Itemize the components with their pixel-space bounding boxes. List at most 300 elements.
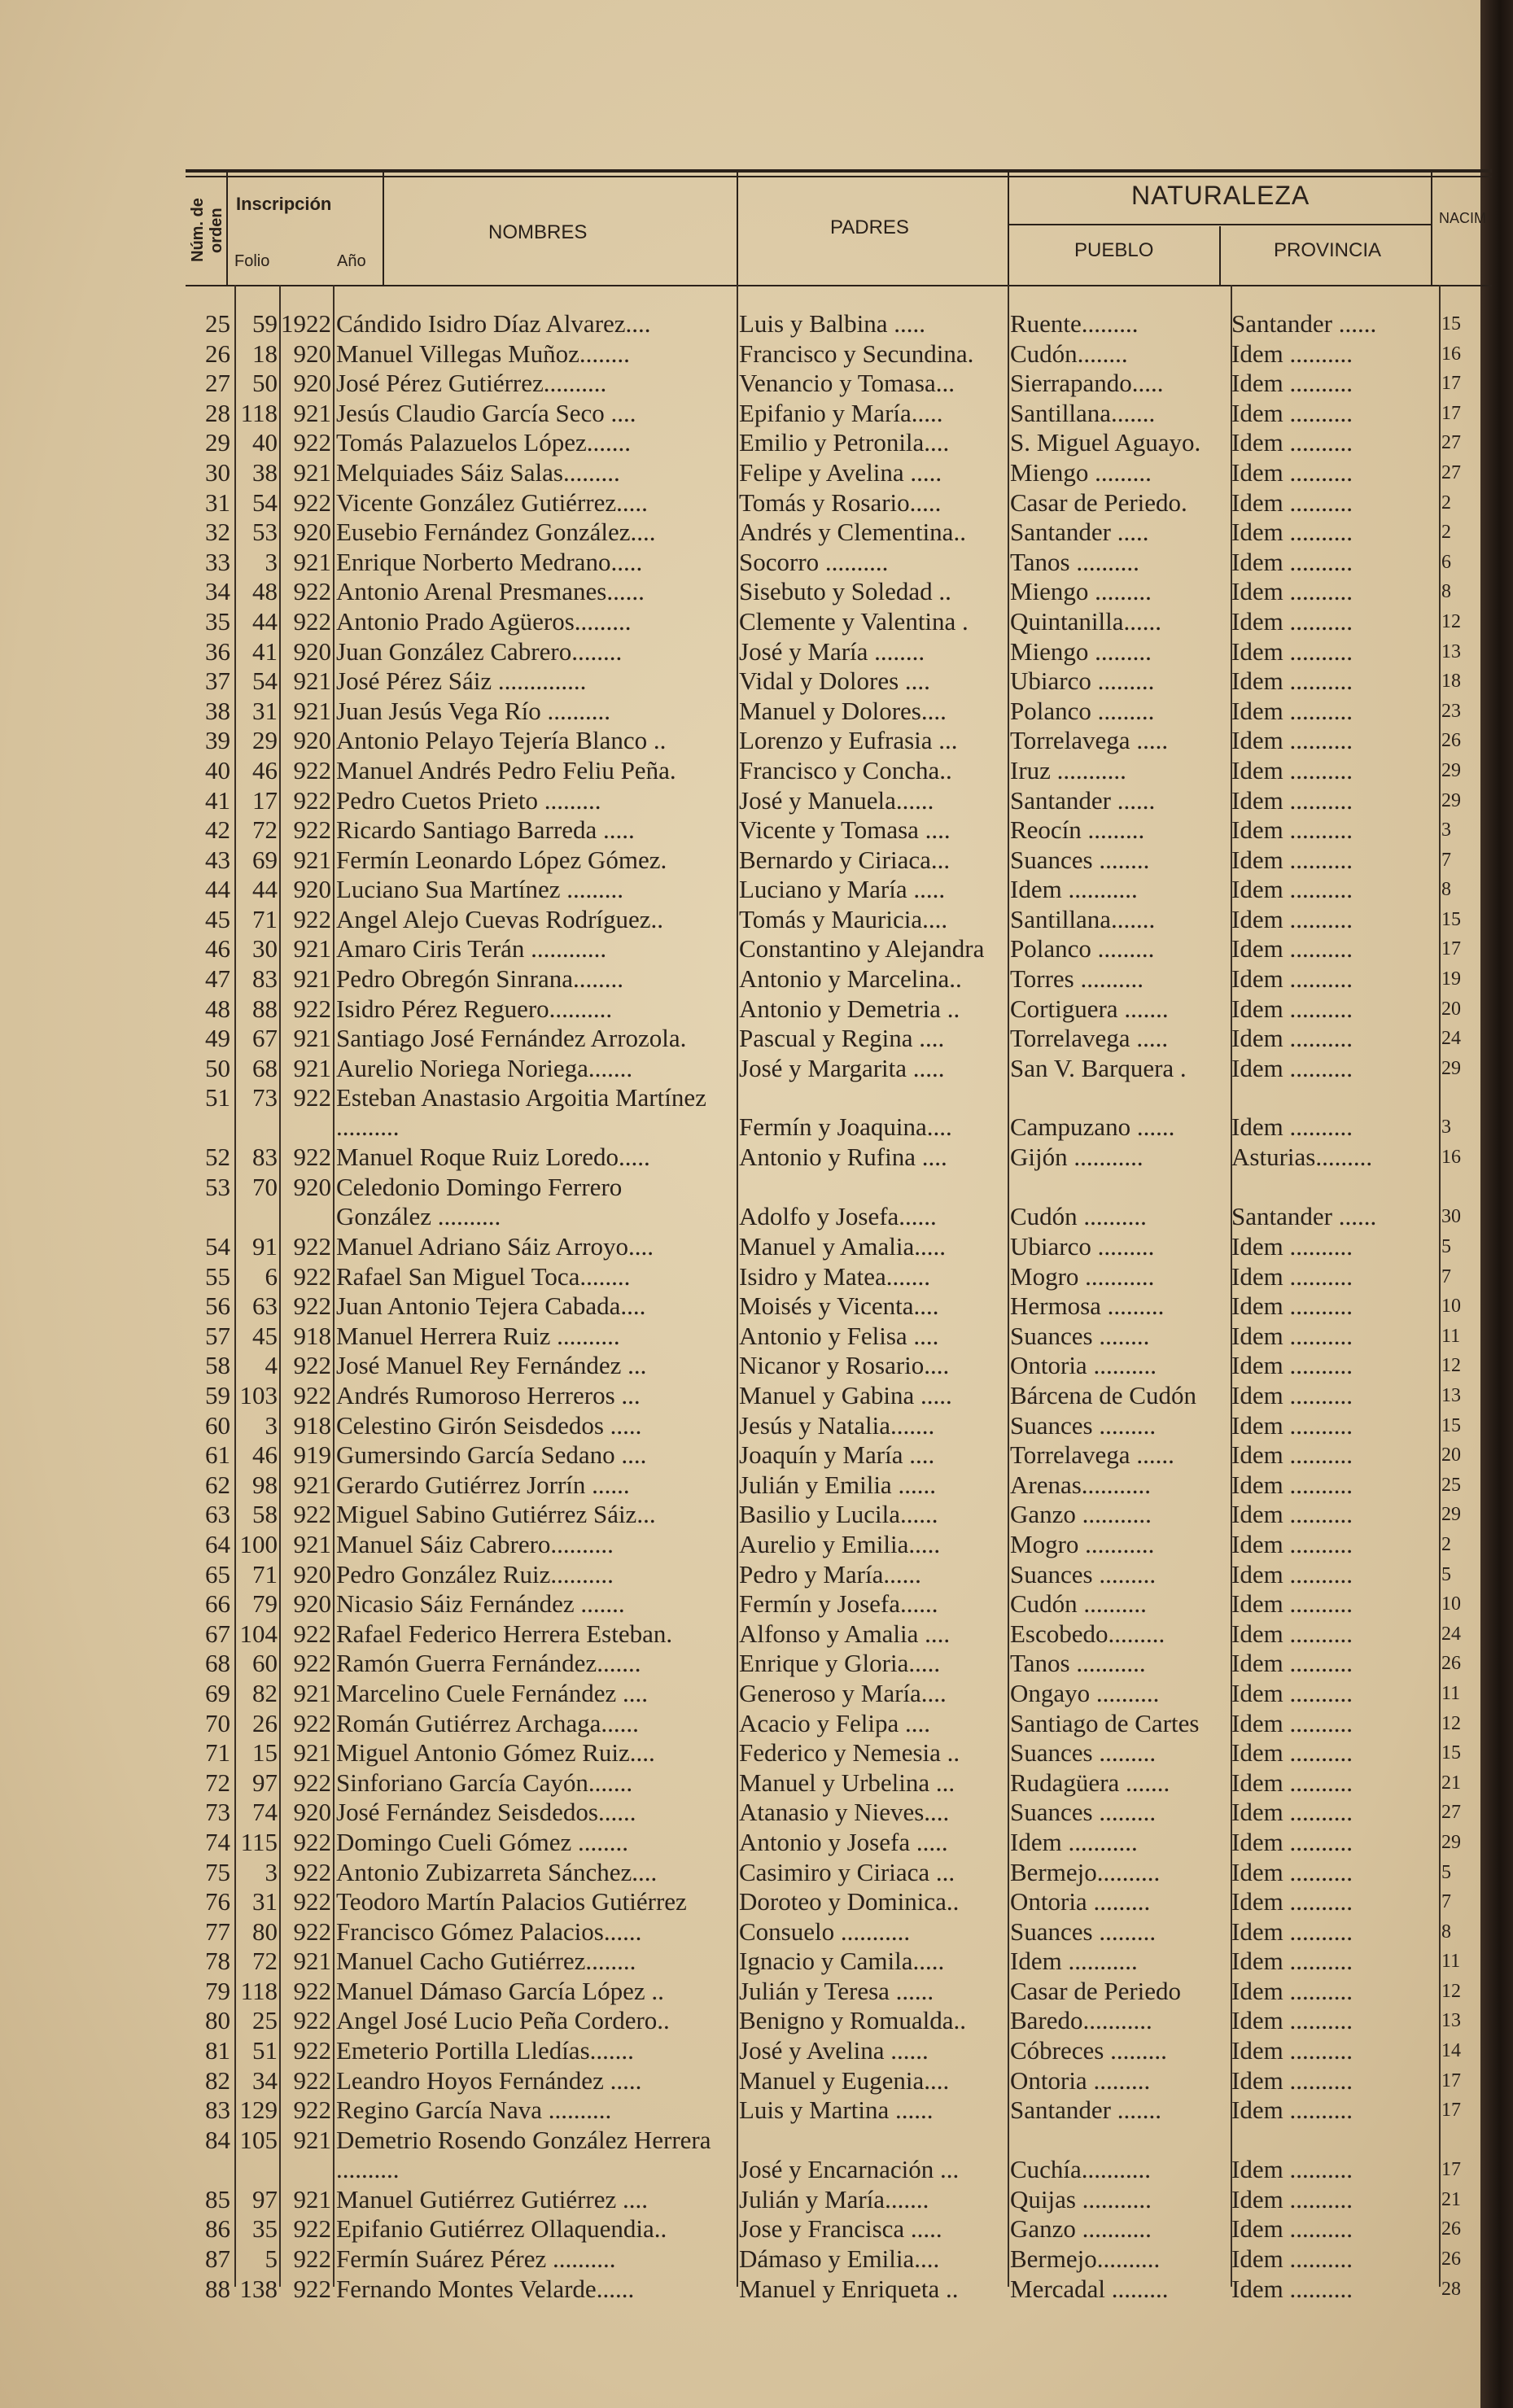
row-town: Quintanilla...... (1010, 606, 1161, 636)
row-folio: 41 (252, 636, 278, 666)
row-name: Melquiades Sáiz Salas......... (336, 457, 620, 487)
row-province: Idem .......... (1231, 1976, 1353, 2005)
table-row (186, 2275, 1492, 2305)
row-parents: Julián y María....... (739, 2184, 929, 2214)
row-birth: 12 (1441, 610, 1461, 632)
row-province: Santander ...... (1231, 309, 1377, 338)
row-town: Bárcena de Cudón (1010, 1381, 1196, 1409)
row-province: Idem .......... (1231, 785, 1353, 815)
row-parents: Ignacio y Camila..... (739, 1947, 945, 1976)
row-name: Rafael San Miguel Toca........ (336, 1261, 631, 1291)
row-town: Santiago de Cartes (1010, 1708, 1200, 1737)
table-row (186, 964, 1492, 994)
row-year: 922 (293, 2065, 331, 2095)
row-town: Miengo ......... (1010, 577, 1152, 606)
table-row (186, 1947, 1492, 1977)
row-year: 922 (293, 2036, 331, 2065)
row-year: 922 (293, 1916, 331, 1946)
row-parents: Epifanio y María..... (739, 398, 943, 427)
row-folio: 129 (239, 2096, 278, 2125)
row-parents: Venancio y Tomasa... (739, 369, 955, 398)
row-town: Mogro ........... (1010, 1261, 1155, 1291)
table-row (186, 1262, 1492, 1292)
row-birth: 13 (1441, 1385, 1461, 1406)
row-town: Santander ....... (1010, 2096, 1161, 2125)
row-parents: Generoso y María.... (739, 1678, 947, 1707)
row-folio: 45 (252, 1321, 278, 1350)
row-parents: Lorenzo y Eufrasia ... (739, 726, 958, 755)
table-row (186, 1291, 1492, 1322)
row-number: 26 (205, 339, 230, 368)
row-folio: 31 (252, 696, 278, 725)
table-row (186, 666, 1492, 697)
row-year: 922 (293, 994, 331, 1023)
row-number: 78 (205, 1947, 230, 1976)
row-province: Idem .......... (1231, 1887, 1353, 1916)
row-name: Manuel Herrera Ruiz .......... (336, 1321, 620, 1350)
row-number: 43 (205, 845, 230, 874)
row-town: Cuchía........... (1010, 2154, 1152, 2183)
row-parents: Benigno y Romualda.. (739, 2006, 966, 2035)
row-number: 80 (205, 2006, 230, 2035)
row-province: Idem .......... (1231, 2244, 1353, 2274)
row-year: 919 (293, 1440, 331, 1470)
row-name: Pedro Cuetos Prieto ......... (336, 785, 601, 815)
row-number: 32 (205, 518, 230, 547)
row-province: Idem .......... (1231, 1112, 1353, 1142)
row-year: 920 (293, 726, 331, 755)
row-town: Idem ........... (1010, 875, 1138, 904)
row-name: Gerardo Gutiérrez Jorrín ...... (336, 1470, 630, 1499)
row-folio: 69 (252, 845, 278, 874)
row-folio: 118 (240, 1976, 278, 2005)
row-birth: 3 (1441, 1117, 1451, 1138)
row-town: Ganzo ........... (1010, 2214, 1152, 2244)
row-year: 922 (293, 1857, 331, 1886)
row-name: Santiago José Fernández Arrozola. (336, 1024, 687, 1053)
row-folio: 67 (252, 1024, 278, 1053)
row-folio: 80 (252, 1916, 278, 1946)
row-province: Idem .......... (1231, 1768, 1353, 1797)
row-parents: Dámaso y Emilia.... (739, 2244, 940, 2274)
row-number: 63 (205, 1500, 230, 1529)
row-birth: 17 (1441, 2158, 1461, 2180)
row-province: Idem .......... (1231, 398, 1353, 427)
row-number: 85 (205, 2184, 230, 2214)
row-number: 42 (205, 815, 230, 845)
table-row (186, 815, 1492, 846)
header-divider (1219, 226, 1221, 285)
row-year: 922 (293, 1083, 331, 1112)
row-parents: Luis y Balbina ..... (739, 309, 926, 338)
row-parents: Andrés y Clementina.. (739, 518, 966, 547)
row-province: Idem .......... (1231, 2065, 1353, 2095)
row-year: 921 (293, 1947, 331, 1976)
table-row (186, 846, 1492, 876)
row-province: Idem .......... (1231, 2184, 1353, 2214)
row-name: Enrique Norberto Medrano..... (336, 547, 643, 576)
row-number: 49 (205, 1024, 230, 1053)
row-parents: Antonio y Felisa .... (739, 1321, 939, 1350)
row-town: Suances ........ (1010, 845, 1150, 874)
row-number: 35 (205, 606, 230, 636)
row-number: 37 (205, 666, 230, 696)
row-birth: 12 (1441, 1712, 1461, 1734)
row-province: Idem .......... (1231, 1410, 1353, 1440)
row-birth: 2 (1441, 1533, 1451, 1555)
row-name: Teodoro Martín Palacios Gutiérrez (336, 1887, 687, 1916)
row-year: 1922 (281, 309, 331, 338)
row-name: Angel José Lucio Peña Cordero.. (336, 2006, 670, 2035)
row-parents: Bernardo y Ciriaca... (739, 845, 951, 874)
row-province: Idem .......... (1231, 696, 1353, 725)
row-folio: 25 (252, 2006, 278, 2035)
row-parents: Constantino y Alejandra (739, 934, 985, 964)
row-province: Idem .......... (1231, 815, 1353, 845)
row-province: Idem .......... (1231, 487, 1353, 517)
row-birth: 18 (1441, 671, 1461, 693)
row-folio: 31 (252, 1887, 278, 1916)
row-province: Idem .......... (1231, 964, 1353, 994)
row-town: Miengo ......... (1010, 636, 1152, 666)
row-name: Antonio Pelayo Tejería Blanco .. (336, 726, 667, 755)
table-row (186, 488, 1492, 518)
row-name: Pedro González Ruiz.......... (336, 1559, 614, 1589)
row-province: Idem .......... (1231, 1440, 1353, 1470)
row-town: Santander ..... (1010, 518, 1149, 547)
row-town: Ruente......... (1010, 309, 1139, 338)
row-folio: 46 (252, 1440, 278, 1470)
row-year: 922 (293, 2214, 331, 2244)
row-number: 72 (205, 1768, 230, 1797)
table-row (186, 1381, 1492, 1411)
row-birth: 29 (1441, 1831, 1461, 1853)
row-parents: Nicanor y Rosario.... (739, 1351, 950, 1380)
row-town: Santillana....... (1010, 904, 1156, 933)
row-parents: Pedro y María...... (739, 1559, 921, 1589)
row-folio: 115 (240, 1827, 278, 1856)
row-birth: 24 (1441, 1623, 1461, 1645)
row-number: 48 (205, 994, 230, 1023)
row-province: Idem .......... (1231, 1649, 1353, 1678)
table-row (186, 1679, 1492, 1709)
row-year: 922 (293, 1291, 331, 1321)
row-town: Ganzo ........... (1010, 1500, 1152, 1529)
row-folio: 51 (252, 2036, 278, 2065)
row-birth: 2 (1441, 492, 1451, 514)
row-name: Esteban Anastasio Argoitia Martínez .......... (336, 1083, 706, 1142)
row-folio: 50 (252, 369, 278, 398)
row-birth: 8 (1441, 879, 1451, 901)
row-birth: 25 (1441, 1474, 1461, 1496)
row-number: 71 (205, 1738, 230, 1768)
row-folio: 73 (252, 1083, 278, 1112)
row-year: 921 (293, 845, 331, 874)
row-province: Idem .......... (1231, 1708, 1353, 1737)
row-province: Idem .......... (1231, 934, 1353, 964)
row-number: 59 (205, 1381, 230, 1409)
row-year: 922 (293, 785, 331, 815)
header-top-rule-2 (186, 176, 1492, 177)
row-town: San V. Barquera . (1010, 1053, 1187, 1082)
row-number: 50 (205, 1053, 230, 1082)
row-parents: Felipe y Avelina ..... (739, 457, 942, 487)
row-parents: Isidro y Matea....... (739, 1261, 931, 1291)
row-birth: 24 (1441, 1028, 1461, 1050)
table-row (186, 577, 1492, 607)
row-parents: Enrique y Gloria..... (739, 1649, 941, 1678)
table-row (186, 1858, 1492, 1888)
header-pueblo: PUEBLO (1074, 239, 1154, 261)
table-row (186, 1738, 1492, 1768)
row-birth: 15 (1441, 908, 1461, 930)
row-folio: 104 (239, 1619, 278, 1648)
table-row (186, 1083, 1492, 1143)
row-folio: 40 (252, 428, 278, 457)
row-town: Bermejo.......... (1010, 1857, 1161, 1886)
row-parents: Manuel y Amalia..... (739, 1232, 946, 1261)
row-year: 922 (293, 1381, 331, 1409)
row-year: 922 (293, 1768, 331, 1797)
row-birth: 10 (1441, 1593, 1461, 1615)
table-row (186, 339, 1492, 369)
row-folio: 103 (239, 1381, 278, 1409)
row-year: 918 (293, 1410, 331, 1440)
row-town: Quijas ........... (1010, 2184, 1152, 2214)
header-folio: Folio (234, 252, 270, 270)
row-number: 70 (205, 1708, 230, 1737)
row-parents: Fermín y Joaquina.... (739, 1112, 952, 1142)
row-year: 922 (293, 2006, 331, 2035)
row-birth: 5 (1441, 1236, 1451, 1258)
row-folio: 54 (252, 487, 278, 517)
table-row (186, 2214, 1492, 2244)
row-town: Cudón .......... (1010, 1202, 1147, 1231)
table-row (186, 2096, 1492, 2126)
row-year: 920 (293, 369, 331, 398)
row-year: 922 (293, 577, 331, 606)
row-name: Cándido Isidro Díaz Alvarez.... (336, 309, 651, 338)
header-provincia: PROVINCIA (1274, 239, 1382, 261)
row-province: Idem .......... (1231, 1321, 1353, 1350)
row-town: Ubiarco ......... (1010, 666, 1155, 696)
row-folio: 48 (252, 577, 278, 606)
table-row (186, 1351, 1492, 1381)
table-row (186, 2036, 1492, 2066)
row-parents: Doroteo y Dominica.. (739, 1887, 960, 1916)
row-year: 922 (293, 606, 331, 636)
table-row (186, 1560, 1492, 1590)
row-year: 921 (293, 2125, 331, 2154)
row-town: Casar de Periedo (1010, 1976, 1182, 2005)
row-province: Idem .......... (1231, 875, 1353, 904)
row-parents: Manuel y Gabina ..... (739, 1381, 952, 1409)
row-name: Manuel Sáiz Cabrero.......... (336, 1529, 614, 1558)
row-province: Idem .......... (1231, 1381, 1353, 1409)
row-number: 69 (205, 1678, 230, 1707)
row-birth: 20 (1441, 998, 1461, 1020)
row-birth: 15 (1441, 1414, 1461, 1436)
register-table (186, 309, 1492, 2304)
row-year: 921 (293, 1678, 331, 1707)
header-nombres: NOMBRES (488, 221, 588, 243)
row-folio: 72 (252, 815, 278, 845)
row-year: 920 (293, 1173, 331, 1202)
table-row (186, 637, 1492, 667)
row-birth: 21 (1441, 2188, 1461, 2210)
row-parents: Federico y Nemesia .. (739, 1738, 960, 1768)
row-province: Idem .......... (1231, 1351, 1353, 1380)
row-name: Pedro Obregón Sinrana........ (336, 964, 623, 994)
row-province: Idem .......... (1231, 2274, 1353, 2303)
row-parents: Manuel y Dolores.... (739, 696, 947, 725)
row-name: Sinforiano García Cayón....... (336, 1768, 633, 1797)
table-row (186, 726, 1492, 756)
row-name: Marcelino Cuele Fernández .... (336, 1678, 649, 1707)
row-province: Idem .......... (1231, 1291, 1353, 1321)
table-row (186, 607, 1492, 637)
row-parents: Pascual y Regina .... (739, 1024, 945, 1053)
row-name: Andrés Rumoroso Herreros ... (336, 1381, 641, 1409)
row-province: Idem .......... (1231, 1232, 1353, 1261)
row-birth: 20 (1441, 1444, 1461, 1466)
row-number: 45 (205, 904, 230, 933)
row-folio: 72 (252, 1947, 278, 1976)
header-divider (1008, 173, 1009, 286)
row-name: Domingo Cueli Gómez ........ (336, 1827, 629, 1856)
row-birth: 29 (1441, 1057, 1461, 1079)
row-town: Torrelavega ..... (1010, 726, 1169, 755)
row-name: Demetrio Rosendo González Herrera .......... (336, 2125, 711, 2183)
row-town: Santander ...... (1010, 785, 1156, 815)
row-province: Idem .......... (1231, 1470, 1353, 1499)
row-name: Fernando Montes Velarde...... (336, 2274, 635, 2303)
row-town: Suances ......... (1010, 1559, 1157, 1589)
table-row (186, 1828, 1492, 1858)
row-year: 921 (293, 964, 331, 994)
row-birth: 27 (1441, 1802, 1461, 1824)
row-number: 52 (205, 1143, 230, 1172)
header-divider (1431, 173, 1432, 286)
row-town: Sierrapando..... (1010, 369, 1164, 398)
row-folio: 44 (252, 606, 278, 636)
row-name: Antonio Arenal Presmanes...... (336, 577, 645, 606)
row-name: Miguel Sabino Gutiérrez Sáiz... (336, 1500, 656, 1529)
row-province: Idem .......... (1231, 1261, 1353, 1291)
row-folio: 71 (252, 904, 278, 933)
row-birth: 13 (1441, 2010, 1461, 2032)
row-parents: Vicente y Tomasa .... (739, 815, 951, 845)
row-province: Idem .......... (1231, 1529, 1353, 1558)
row-birth: 17 (1441, 938, 1461, 960)
row-number: 53 (205, 1173, 230, 1202)
table-row (186, 1887, 1492, 1917)
row-parents: Julián y Teresa ...... (739, 1976, 934, 2005)
row-town: Ongayo .......... (1010, 1678, 1160, 1707)
row-year: 922 (293, 1351, 331, 1380)
row-province: Idem .......... (1231, 845, 1353, 874)
row-town: Torres .......... (1010, 964, 1143, 994)
row-number: 88 (205, 2274, 230, 2303)
row-number: 27 (205, 369, 230, 398)
row-province: Idem .......... (1231, 636, 1353, 666)
header-bottom-rule (186, 285, 1492, 286)
row-year: 922 (293, 1143, 331, 1172)
row-number: 58 (205, 1351, 230, 1380)
header-naturaleza: NATURALEZA (1131, 181, 1310, 210)
row-town: Polanco ......... (1010, 696, 1155, 725)
row-year: 921 (293, 1470, 331, 1499)
table-row (186, 1917, 1492, 1947)
row-number: 25 (205, 309, 230, 338)
row-province: Idem .......... (1231, 1053, 1353, 1082)
row-birth: 29 (1441, 789, 1461, 811)
row-birth: 11 (1441, 1682, 1461, 1704)
row-folio: 17 (252, 785, 278, 815)
row-year: 920 (293, 339, 331, 368)
table-row (186, 399, 1492, 429)
row-birth: 17 (1441, 402, 1461, 424)
row-province: Idem .......... (1231, 1857, 1353, 1886)
row-number: 83 (205, 2096, 230, 2125)
row-province: Idem .......... (1231, 994, 1353, 1023)
row-folio: 100 (239, 1529, 278, 1558)
row-number: 87 (205, 2244, 230, 2274)
row-folio: 4 (265, 1351, 278, 1380)
row-town: Gijón ........... (1010, 1143, 1143, 1172)
row-name: Ramón Guerra Fernández....... (336, 1649, 641, 1678)
row-number: 75 (205, 1857, 230, 1886)
row-town: Tanos ........... (1010, 1649, 1146, 1678)
row-parents: Jesús y Natalia....... (739, 1410, 935, 1440)
row-name: Gumersindo García Sedano .... (336, 1440, 647, 1470)
row-name: Román Gutiérrez Archaga...... (336, 1708, 639, 1737)
row-name: José Pérez Gutiérrez.......... (336, 369, 607, 398)
row-parents: Tomás y Mauricia.... (739, 904, 948, 933)
row-parents: Casimiro y Ciriaca ... (739, 1857, 955, 1886)
row-folio: 97 (252, 2184, 278, 2214)
row-province: Idem .......... (1231, 1500, 1353, 1529)
row-name: Miguel Antonio Gómez Ruiz.... (336, 1738, 655, 1768)
table-row (186, 1619, 1492, 1650)
row-year: 921 (293, 666, 331, 696)
row-folio: 35 (252, 2214, 278, 2244)
row-birth: 29 (1441, 759, 1461, 781)
row-parents: Aurelio y Emilia..... (739, 1529, 941, 1558)
row-province: Idem .......... (1231, 428, 1353, 457)
row-year: 921 (293, 2184, 331, 2214)
row-name: Ricardo Santiago Barreda ..... (336, 815, 635, 845)
row-year: 922 (293, 1500, 331, 1529)
row-province: Idem .......... (1231, 2036, 1353, 2065)
row-birth: 7 (1441, 849, 1451, 871)
row-parents: Julián y Emilia ...... (739, 1470, 936, 1499)
row-parents: Manuel y Enriqueta .. (739, 2274, 959, 2303)
table-row (186, 1024, 1492, 1054)
row-folio: 91 (252, 1232, 278, 1261)
row-number: 46 (205, 934, 230, 964)
row-province: Idem .......... (1231, 2096, 1353, 2125)
row-name: José Manuel Rey Fernández ... (336, 1351, 647, 1380)
row-folio: 70 (252, 1173, 278, 1202)
row-birth: 26 (1441, 2248, 1461, 2270)
row-parents: Antonio y Demetria .. (739, 994, 960, 1023)
row-year: 922 (293, 1649, 331, 1678)
row-name: Manuel Andrés Pedro Feliu Peña. (336, 755, 676, 784)
row-parents: Tomás y Rosario..... (739, 487, 942, 517)
row-year: 922 (293, 1827, 331, 1856)
row-folio: 97 (252, 1768, 278, 1797)
